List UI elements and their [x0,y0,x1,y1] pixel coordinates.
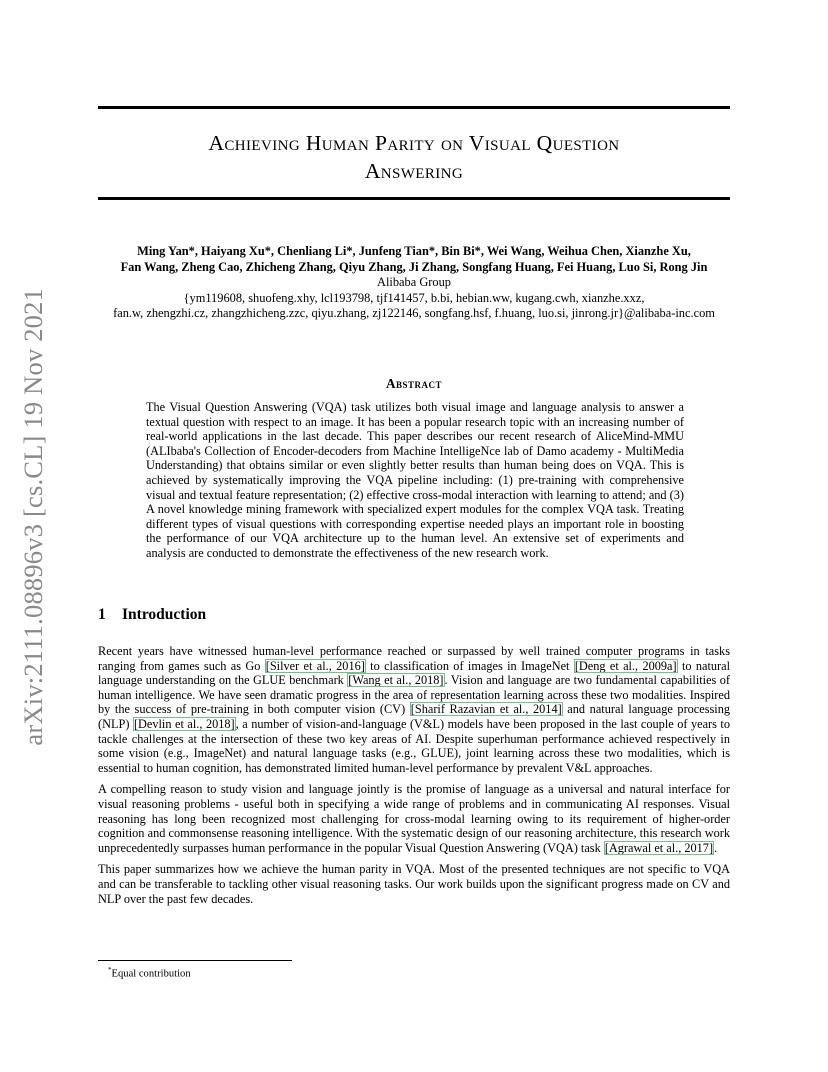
citation-link[interactable]: [Silver et al., 2016] [265,658,365,673]
emails-line-1: {ym119608, shuofeng.xhy, lcl193798, tjf141457, b.bi, hebian.ww, kugang.cwh, xianzhe.xxz, [183,290,645,305]
paper-title [98,129,730,185]
authors-line-2: Fan Wang, Zheng Cao, Zhicheng Zhang, Qiyu Zhang, Ji Zhang, Songfang Huang, Fei Huang, Luo Si, Rong Jin [120,259,708,274]
text-run: to natural language understanding on the GLUE benchmark [98,658,731,688]
emails-line-2: fan.w, zhengzhi.cz, zhangzhicheng.zzc, qiyu.zhang, zj122146, songfang.hsf, f.huang, luo.si, jinrong.jr}@alibaba-inc.com [113,306,715,320]
footnote-rule [98,960,292,961]
authors-line-1: Ming Yan*, Haiyang Xu*, Chenliang Li*, Junfeng Tian*, Bin Bi*, Wei Wang, Weihua Chen, Xianzhe Xu, [137,244,691,258]
text-run: . [714,840,718,855]
section-heading-introduction [98,606,206,624]
text-run: Recent years have witnessed human-level performance reached or surpassed by well trained computer programs in tasks ranging from games such as Go [98,644,730,673]
citation-link[interactable]: [Wang et al., 2018] [348,673,444,688]
affiliation: Alibaba Group [377,275,451,289]
title-line-1: Achieving Human Parity on Visual Question [208,131,620,155]
text-run: A compelling reason to study vision and language jointly is the promise of language as a universal and natural interface for visual reasoning problems - useful both in specifying a wide range of problems and in communicating AI responses. Visual reasoning has long been recognized most challenging for cross-modal learning owing to its requirement of higher-order cognition and commonsense reasoning intelligence. With the systematic design of our reasoning architecture, this research work unprecedentedly surpasses human performance in the popular Visual Question Answering (VQA) task [98,782,730,855]
introduction-body [98,644,730,913]
citation-link[interactable]: [Deng et al., 2009a] [574,658,677,673]
title-top-rule [98,106,730,109]
author-block [60,244,768,322]
text-run: and natural language processing (NLP) [98,702,731,731]
paragraph-2 [98,782,730,855]
section-number: 1 [98,606,106,623]
footnote-mark: * [108,966,112,974]
arxiv-identifier: arXiv:2111.08896v3 [cs.CL] 19 Nov 2021 [18,288,48,746]
paragraph-3: This paper summarizes how we achieve the human parity in VQA. Most of the presented techniques are not specific to VQA and can be transferable to tackling other visual reasoning tasks. Our work builds upon the significant progress made on CV and NLP over the past few decades. [98,862,730,906]
text-run: . Vision and language are two fundamental capabilities of human intelligence. We have seen dramatic progress in the area of representation learning across these two modalities. Inspired by the success of pre-training in both computer vision (CV) [98,673,730,717]
title-bottom-rule [98,197,730,200]
abstract-text: The Visual Question Answering (VQA) task utilizes both visual image and language analysis to answer a textual question with respect to an image. It has been a popular research topic with an increasing number of real-world applications in the last decade. This paper describes our recent research of AliceMind-MMU (ALIbaba's Collection of Encoder-decoders from Machine IntelligeNce lab of Damo academy - MultiMedia Understanding) that obtains similar or even slightly better results than human being does on VQA. This is achieved by systematically improving the VQA pipeline including: (1) pre-training with comprehensive visual and textual feature representation; (2) effective cross-modal interaction with learning to attend; and (3) A novel knowledge mining framework with specialized expert modules for the complex VQA task. Treating different types of visual questions with corresponding expertise needed plays an important role in boosting the performance of our VQA architecture up to the human level. An extensive set of experiments and analysis are conducted to demonstrate the effectiveness of the new research work. [146,400,684,560]
footnote-text: Equal contribution [111,968,191,980]
text-run: , a number of vision-and-language (V&L) models have been proposed in the last couple of years to tackle challenges at the intersection of these two key areas of AI. Despite superhuman performance achieved respectively in some vision (e.g., ImageNet) and natural language tasks (e.g., GLUE), joint learning across these two modalities, which is essential to human cognition, has demonstrated limited human-level performance by prevalent V&L approaches. [98,716,730,775]
footnote [108,964,191,981]
citation-link[interactable]: [Devlin et al., 2018] [133,716,235,731]
section-title: Introduction [122,606,207,623]
title-line-2: Answering [364,159,464,183]
citation-link[interactable]: [Agrawal et al., 2017] [604,840,714,855]
text-run: to classification of images in ImageNet [365,658,574,673]
abstract-heading: Abstract [385,376,443,391]
paragraph-1 [98,644,730,775]
citation-link[interactable]: [Sharif Razavian et al., 2014] [410,702,562,717]
